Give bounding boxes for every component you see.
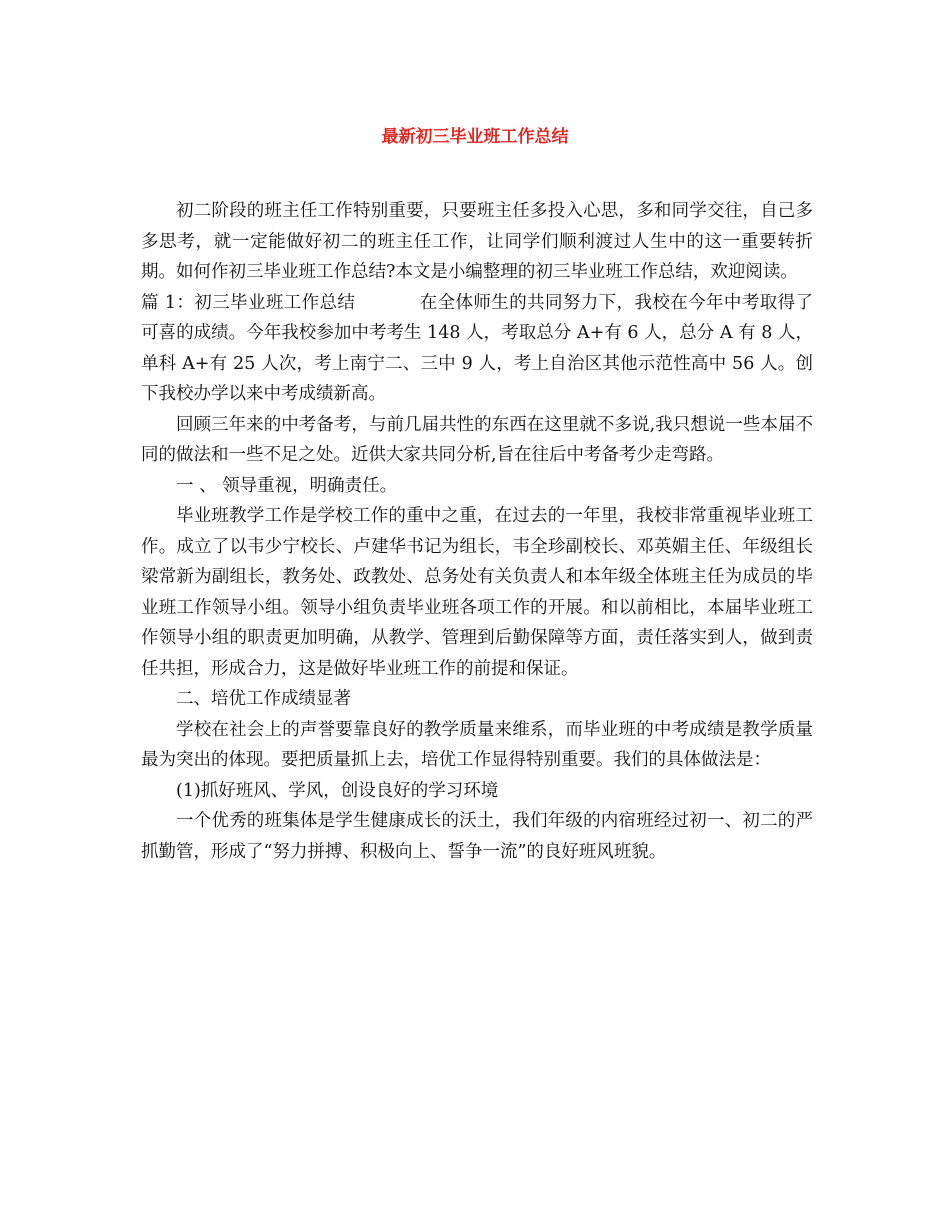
subsection-heading-1: (1)抓好班风、学风，创设良好的学习环境 [176, 780, 499, 801]
class-paragraph: 一个优秀的班集体是学生健康成长的沃土，我们年级的内宿班经过初一、初二的严抓勤管，形成了“努力拼搏、积极向上、誓争一流”的良好班风班貌。 [141, 811, 813, 862]
intro-paragraph: 初二阶段的班主任工作特别重要，只要班主任多投入心思，多和同学交往，自己多多思考，就一定能做好初二的班主任工作，让同学们顺利渡过人生中的这一重要转折期。如何作初三毕业班工作总结?本文是小编整理的初三毕业班工作总结，欢迎阅读。 [141, 201, 813, 282]
section-heading-1: 一 、 领导重视，明确责任。 [176, 475, 398, 496]
article-paragraph [141, 288, 813, 410]
quality-paragraph: 学校在社会上的声誉要靠良好的教学质量来维系，而毕业班的中考成绩是教学质量最为突出的体现。要把质量抓上去，培优工作显得特别重要。我们的具体做法是： [141, 719, 813, 770]
document-body [141, 196, 813, 867]
leadership-paragraph: 毕业班教学工作是学校工作的重中之重，在过去的一年里，我校非常重视毕业班工作。成立了以韦少宁校长、卢建华书记为组长，韦全珍副校长、邓英媚主任、年级组长梁常新为副组长，教务处、政教处、总务处有关负责人和本年级全体班主任为成员的毕业班工作领导小组。领导小组负责毕业班各项工作的开展。和以前相比，本届毕业班工作领导小组的职责更加明确，从教学、管理到后勤保障等方面，责任落实到人，做到责任共担，形成合力，这是做好毕业班工作的前提和保证。 [141, 506, 813, 679]
article-label: 篇 1：初三毕业班工作总结 [141, 292, 356, 313]
review-paragraph: 回顾三年来的中考备考，与前几届共性的东西在这里就不多说,我只想说一些本届不同的做法和一些不足之处。近供大家共同分析,旨在往后中考备考少走弯路。 [141, 414, 813, 465]
document-title: 最新初三毕业班工作总结 [381, 127, 569, 147]
section-heading-2: 二、培优工作成绩显著 [176, 689, 351, 709]
article-text: 在全体师生的共同努力下，我校在今年中考取得了可喜的成绩。今年我校参加中考考生 148 人，考取总分 A+有 6 人，总分 A 有 8 人，单科 A+有 25 人次，考上南宁二、三中 9 人，考上自治区其他示范性高中 56 人。创下我校办学以来中考成绩新高。 [141, 292, 813, 404]
